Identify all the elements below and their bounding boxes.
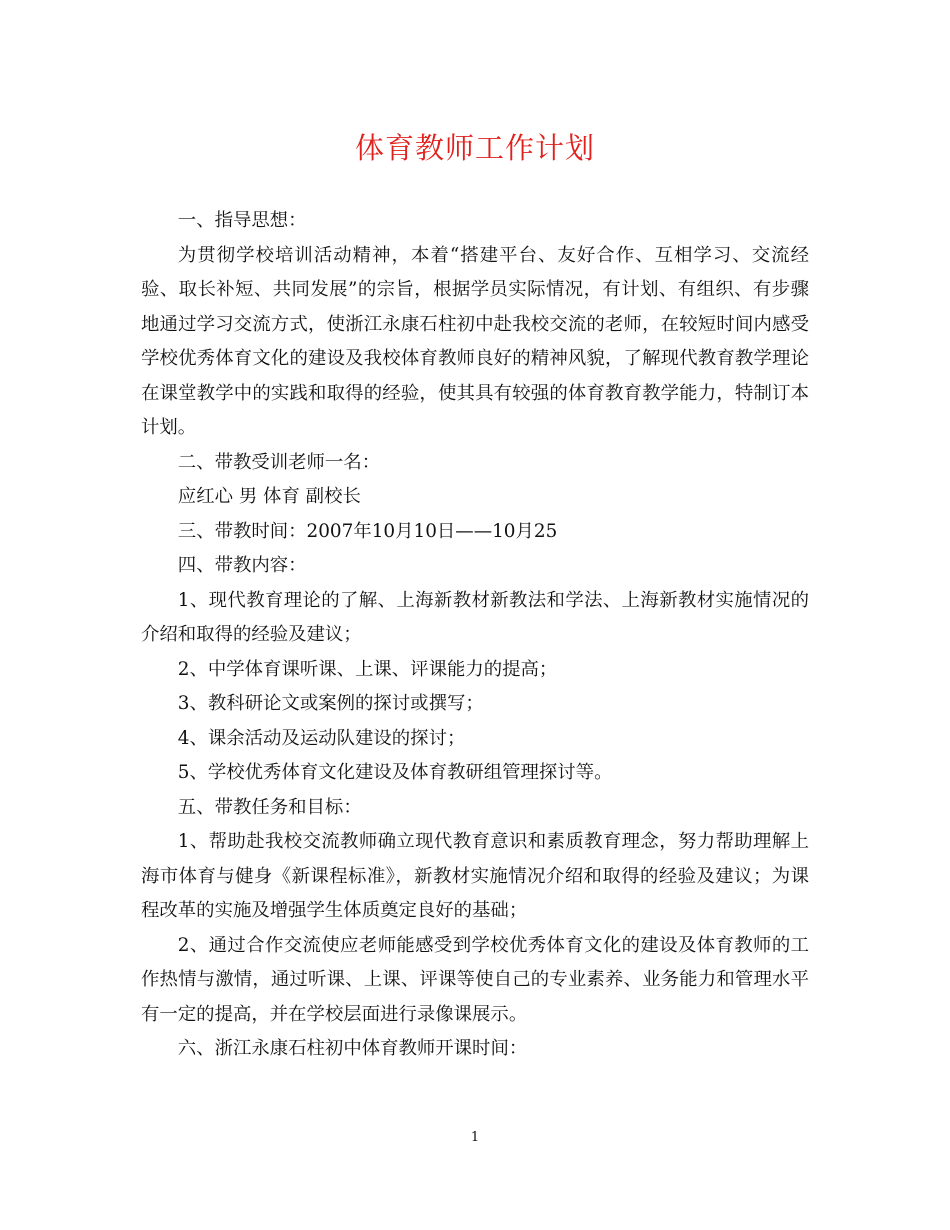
content-item-3: 3、教科研论文或案例的探讨或撰写； <box>177 693 484 714</box>
heading-training-content: 四、带教内容： <box>177 555 307 576</box>
content-item-2: 2、中学体育课听课、上课、评课能力的提高； <box>177 658 558 680</box>
paragraph-guiding-ideology: 为贯彻学校培训活动精神，本着“搭建平台、友好合作、互相学习、交流经验、取长补短、共同发展”的宗旨，根据学员实际情况，有计划、有组织、有步骤地通过学习交流方式，使浙江永康石柱初中赴我校交流的老师，在较短时间内感受学校优秀体育文化的建设及我校体育教师良好的精神风貌，了解现代教育教学理论在课堂教学中的实践和取得的经验，使其具有较强的体育教育教学能力，特制订本计划。 <box>141 244 809 438</box>
heading-class-schedule: 六、浙江永康石柱初中体育教师开课时间： <box>177 1038 528 1059</box>
trainee-teacher-info: 应红心 男 体育 副校长 <box>177 486 361 507</box>
page-number: 1 <box>470 1130 480 1145</box>
content-item-4: 4、课余活动及运动队建设的探讨； <box>177 727 466 749</box>
training-period: 三、带教时间：2007年10月10日——10月25 <box>177 520 558 542</box>
heading-tasks-goals: 五、带教任务和目标： <box>177 796 362 818</box>
document-body <box>141 204 809 1067</box>
heading-guiding-ideology: 一、指导思想： <box>177 210 307 231</box>
content-item-1: 1、现代教育理论的了解、上海新教材新教法和学法、上海新教材实施情况的介绍和取得的经验及建议； <box>141 589 809 645</box>
content-item-5: 5、学校优秀体育文化建设及体育教研组管理探讨等。 <box>177 762 613 783</box>
heading-trainee-teacher: 二、带教受训老师一名： <box>177 451 381 473</box>
goal-item-2: 2、通过合作交流使应老师能感受到学校优秀体育文化的建设及体育教师的工作热情与激情，通过听课、上课、评课等使自己的专业素养、业务能力和管理水平有一定的提高，并在学校层面进行录像课展示。 <box>141 934 809 1025</box>
document-title: 体育教师工作计划 <box>354 131 595 165</box>
goal-item-1: 1、帮助赴我校交流教师确立现代教育意识和素质教育理念，努力帮助理解上海市体育与健身《新课程标准》，新教材实施情况介绍和取得的经验及建议；为课程改革的实施及增强学生体质奠定良好的基础； <box>141 831 809 921</box>
